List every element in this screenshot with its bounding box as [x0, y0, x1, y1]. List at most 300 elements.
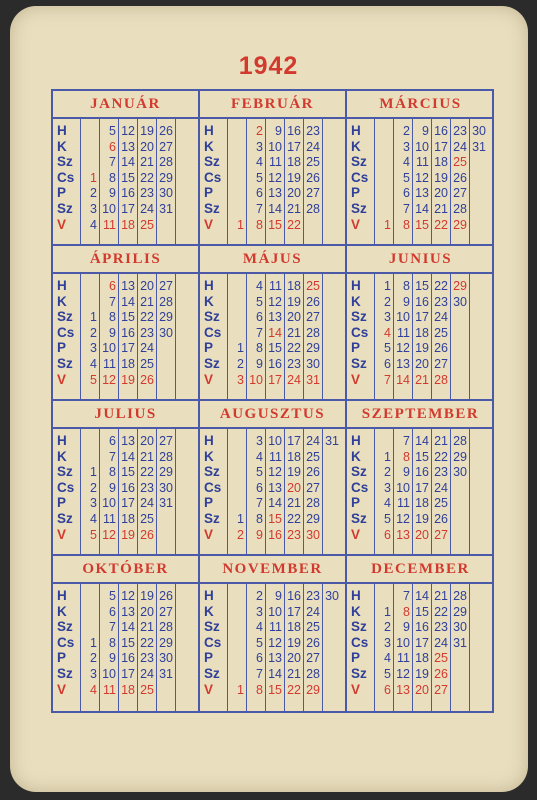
day-number: 6 [109, 434, 116, 448]
weekday-label: Sz [204, 464, 220, 480]
day-number: 25 [434, 651, 448, 666]
month-days [53, 429, 198, 556]
column-divider [450, 429, 451, 556]
day-number: 20 [415, 682, 429, 697]
day-number: 21 [287, 325, 301, 340]
day-number: 17 [121, 496, 135, 511]
weekday-label: K [57, 603, 67, 619]
day-number: 11 [103, 682, 116, 697]
day-number: 31 [159, 667, 173, 681]
day-number: 5 [384, 341, 391, 356]
day-number: 27 [306, 480, 320, 495]
day-number: 22 [287, 512, 301, 526]
day-number: 16 [268, 527, 282, 542]
day-number: 23 [434, 465, 448, 480]
weekday-label: Sz [351, 619, 367, 635]
day-number: 20 [415, 357, 429, 371]
day-number: 5 [256, 635, 263, 650]
day-number: 5 [109, 124, 116, 138]
day-number: 10 [396, 310, 410, 325]
day-number: 18 [121, 512, 135, 526]
day-number: 31 [159, 202, 173, 216]
day-number: 7 [256, 496, 263, 511]
day-number: 23 [453, 124, 467, 138]
day-number: 11 [397, 325, 410, 340]
day-number: 22 [434, 279, 448, 293]
day-number: 22 [434, 604, 448, 619]
day-number: 21 [140, 155, 154, 170]
day-number: 16 [121, 325, 135, 340]
day-number: 27 [306, 186, 320, 201]
column-divider [322, 429, 323, 556]
day-number: 21 [415, 372, 429, 387]
day-number: 17 [121, 667, 135, 681]
weekday-label: P [351, 495, 361, 511]
day-number: 7 [109, 449, 116, 464]
day-number: 23 [434, 294, 448, 309]
weekday-label: H [57, 278, 67, 293]
day-number: 7 [109, 294, 116, 309]
day-number: 10 [249, 372, 263, 387]
weekday-label: K [57, 448, 67, 464]
month-name: DECEMBER [347, 556, 494, 584]
day-number: 3 [90, 202, 97, 216]
day-number: 9 [275, 589, 282, 603]
day-number: 11 [397, 496, 410, 511]
day-number: 19 [415, 512, 429, 526]
weekday-label: Sz [351, 356, 367, 371]
day-number: 13 [396, 357, 410, 371]
weekday-label: P [351, 340, 361, 356]
weekday-label: Sz [57, 356, 73, 371]
day-number: 24 [287, 372, 301, 387]
day-number: 18 [415, 651, 429, 666]
weekday-label: H [57, 433, 67, 448]
day-number: 24 [306, 604, 320, 619]
day-number: 11 [397, 651, 410, 666]
day-number: 28 [306, 667, 320, 681]
weekday-label: H [351, 123, 361, 138]
day-number: 13 [121, 604, 135, 619]
weekday-label: Sz [57, 154, 73, 170]
day-number: 10 [268, 139, 282, 154]
day-number: 2 [90, 186, 97, 201]
day-number: 2 [237, 357, 244, 371]
day-number: 20 [140, 139, 154, 154]
day-number: 9 [403, 294, 410, 309]
day-number: 28 [159, 449, 173, 464]
day-number: 9 [256, 357, 263, 371]
months-grid [51, 89, 494, 713]
month-days [200, 584, 345, 711]
day-number: 14 [396, 372, 410, 387]
day-number: 18 [434, 155, 448, 170]
day-number: 30 [159, 480, 173, 495]
weekday-label: H [57, 123, 67, 138]
day-number: 25 [306, 155, 320, 170]
day-number: 15 [121, 465, 135, 480]
day-number: 18 [121, 682, 135, 697]
weekday-label: K [57, 138, 67, 154]
weekday-label: K [351, 138, 361, 154]
day-number: 1 [90, 465, 97, 480]
day-number: 23 [140, 325, 154, 340]
day-number: 20 [140, 434, 154, 448]
day-number: 12 [121, 124, 135, 138]
day-number: 14 [121, 294, 135, 309]
weekday-label: V [351, 526, 361, 542]
day-number: 2 [403, 124, 410, 138]
day-number: 1 [237, 341, 244, 356]
month-julius [53, 401, 200, 556]
day-number: 7 [109, 620, 116, 635]
day-number: 3 [384, 480, 391, 495]
weekday-label: Sz [57, 619, 73, 635]
day-number: 17 [415, 480, 429, 495]
day-number: 8 [256, 512, 263, 526]
day-number: 12 [102, 372, 116, 387]
day-number: 19 [415, 341, 429, 356]
day-number: 28 [306, 325, 320, 340]
weekday-label: Cs [57, 324, 75, 340]
day-number: 6 [256, 480, 263, 495]
column-divider [469, 119, 470, 246]
weekday-label: V [351, 216, 361, 232]
month-name: MÁJUS [200, 246, 345, 274]
day-number: 27 [159, 139, 173, 154]
day-number: 12 [268, 294, 282, 309]
day-number: 17 [268, 372, 282, 387]
day-number: 17 [121, 202, 135, 216]
weekday-label: V [57, 371, 67, 387]
day-number: 14 [415, 434, 429, 448]
weekday-label: H [204, 433, 214, 448]
day-number: 13 [121, 434, 135, 448]
day-number: 13 [415, 186, 429, 201]
month-days [53, 274, 198, 401]
day-number: 19 [121, 527, 135, 542]
day-number: 2 [237, 527, 244, 542]
day-number: 27 [159, 604, 173, 619]
day-number: 13 [121, 279, 135, 293]
day-number: 4 [256, 155, 263, 170]
weekday-label: Sz [351, 309, 367, 325]
weekday-label: K [204, 293, 214, 309]
day-number: 10 [415, 139, 429, 154]
day-number: 31 [306, 372, 320, 387]
day-number: 14 [415, 202, 429, 216]
weekday-label: V [204, 681, 214, 697]
day-number: 2 [90, 480, 97, 495]
day-number: 4 [90, 682, 97, 697]
weekday-label: H [351, 278, 361, 293]
day-number: 29 [306, 341, 320, 356]
weekday-label: Sz [57, 666, 73, 681]
day-number: 25 [140, 357, 154, 371]
day-number: 9 [275, 124, 282, 138]
day-number: 24 [434, 310, 448, 325]
day-number: 25 [453, 155, 467, 170]
weekday-label: Sz [204, 666, 220, 681]
day-number: 28 [159, 155, 173, 170]
day-number: 24 [453, 139, 467, 154]
day-number: 29 [306, 512, 320, 526]
day-number: 26 [306, 635, 320, 650]
day-number: 27 [434, 682, 448, 697]
day-number: 10 [396, 480, 410, 495]
day-number: 26 [434, 667, 448, 681]
day-number: 5 [90, 372, 97, 387]
weekday-label: Sz [57, 309, 73, 325]
day-number: 21 [287, 496, 301, 511]
day-number: 24 [434, 635, 448, 650]
day-number: 30 [306, 357, 320, 371]
day-number: 29 [159, 635, 173, 650]
day-number: 16 [287, 124, 301, 138]
day-number: 14 [268, 496, 282, 511]
day-number: 13 [121, 139, 135, 154]
day-number: 2 [90, 651, 97, 666]
weekday-label: Cs [57, 634, 75, 650]
day-number: 19 [287, 635, 301, 650]
day-number: 21 [434, 202, 448, 216]
day-number: 14 [268, 202, 282, 216]
column-divider [175, 429, 176, 556]
day-number: 14 [121, 449, 135, 464]
weekday-label: P [204, 650, 214, 666]
day-number: 5 [90, 527, 97, 542]
day-number: 28 [159, 620, 173, 635]
day-number: 20 [287, 186, 301, 201]
day-number: 14 [121, 155, 135, 170]
day-number: 30 [306, 527, 320, 542]
day-number: 24 [140, 667, 154, 681]
day-number: 15 [268, 217, 282, 232]
day-number: 6 [256, 186, 263, 201]
month-days [200, 429, 345, 556]
day-number: 1 [237, 512, 244, 526]
day-number: 20 [287, 480, 301, 495]
day-number: 21 [434, 434, 448, 448]
day-number: 5 [109, 589, 116, 603]
day-number: 7 [403, 202, 410, 216]
day-number: 14 [415, 589, 429, 603]
day-number: 20 [140, 604, 154, 619]
day-number: 19 [415, 667, 429, 681]
day-number: 12 [268, 170, 282, 185]
day-number: 23 [140, 186, 154, 201]
day-number: 15 [268, 682, 282, 697]
day-number: 2 [256, 124, 263, 138]
weekday-label: Sz [351, 666, 367, 681]
day-number: 31 [159, 496, 173, 511]
day-number: 31 [325, 434, 339, 448]
weekday-label: K [351, 603, 361, 619]
day-number: 9 [422, 124, 429, 138]
day-number: 25 [140, 217, 154, 232]
day-number: 7 [256, 325, 263, 340]
month-days [53, 119, 198, 246]
day-number: 18 [121, 217, 135, 232]
day-number: 5 [256, 294, 263, 309]
day-number: 4 [90, 217, 97, 232]
month-január [53, 91, 200, 246]
day-number: 12 [396, 341, 410, 356]
day-number: 25 [434, 496, 448, 511]
day-number: 7 [384, 372, 391, 387]
weekday-label: P [204, 185, 214, 201]
day-number: 19 [287, 170, 301, 185]
day-number: 16 [415, 294, 429, 309]
day-number: 1 [384, 279, 391, 293]
day-number: 1 [237, 682, 244, 697]
day-number: 10 [102, 202, 116, 216]
day-number: 7 [403, 589, 410, 603]
day-number: 15 [268, 512, 282, 526]
day-number: 4 [384, 325, 391, 340]
year-title: 1942 [238, 52, 299, 80]
day-number: 12 [268, 635, 282, 650]
day-number: 17 [434, 139, 448, 154]
day-number: 11 [103, 357, 116, 371]
day-number: 29 [159, 310, 173, 325]
month-name: JULIUS [53, 401, 198, 429]
weekday-label: K [204, 138, 214, 154]
weekday-label: K [204, 448, 214, 464]
day-number: 19 [121, 372, 135, 387]
day-number: 23 [140, 480, 154, 495]
day-number: 29 [159, 170, 173, 185]
day-number: 6 [109, 279, 116, 293]
day-number: 17 [415, 635, 429, 650]
day-number: 24 [140, 341, 154, 356]
day-number: 6 [109, 139, 116, 154]
weekday-label: H [204, 278, 214, 293]
day-number: 2 [384, 294, 391, 309]
day-number: 22 [287, 341, 301, 356]
day-number: 16 [415, 620, 429, 635]
day-number: 25 [140, 512, 154, 526]
day-number: 24 [306, 139, 320, 154]
month-days [347, 429, 494, 556]
day-number: 30 [453, 465, 467, 480]
month-április [53, 246, 200, 401]
day-number: 17 [415, 310, 429, 325]
day-number: 29 [159, 465, 173, 480]
month-name: NOVEMBER [200, 556, 345, 584]
day-number: 26 [434, 341, 448, 356]
day-number: 5 [256, 465, 263, 480]
day-number: 18 [415, 496, 429, 511]
column-divider [450, 274, 451, 401]
day-number: 15 [121, 310, 135, 325]
day-number: 6 [256, 310, 263, 325]
weekday-label: K [204, 603, 214, 619]
day-number: 18 [287, 449, 301, 464]
day-number: 21 [140, 449, 154, 464]
day-number: 21 [287, 667, 301, 681]
day-number: 15 [121, 170, 135, 185]
weekday-label: K [351, 448, 361, 464]
day-number: 21 [140, 620, 154, 635]
day-number: 30 [159, 325, 173, 340]
column-divider [322, 584, 323, 711]
weekday-label: P [204, 340, 214, 356]
weekday-label: Cs [351, 634, 369, 650]
day-number: 2 [256, 589, 263, 603]
day-number: 29 [453, 449, 467, 464]
month-november [200, 556, 347, 711]
day-number: 16 [121, 651, 135, 666]
day-number: 6 [403, 186, 410, 201]
day-number: 28 [453, 434, 467, 448]
day-number: 8 [256, 217, 263, 232]
day-number: 20 [287, 310, 301, 325]
day-number: 13 [268, 651, 282, 666]
day-number: 30 [453, 294, 467, 309]
weekday-label: H [57, 588, 67, 603]
day-number: 21 [434, 589, 448, 603]
month-days [347, 584, 494, 711]
weekday-label: Cs [351, 324, 369, 340]
day-number: 20 [140, 279, 154, 293]
day-number: 5 [256, 170, 263, 185]
day-number: 8 [109, 465, 116, 480]
day-number: 10 [268, 604, 282, 619]
day-number: 8 [256, 341, 263, 356]
weekday-label: Sz [57, 511, 73, 526]
day-number: 22 [140, 170, 154, 185]
day-number: 27 [306, 651, 320, 666]
day-number: 6 [109, 604, 116, 619]
weekday-label: Cs [351, 479, 369, 495]
day-number: 15 [121, 635, 135, 650]
day-number: 16 [434, 124, 448, 138]
weekday-label: V [57, 526, 67, 542]
day-number: 3 [384, 635, 391, 650]
day-number: 24 [140, 202, 154, 216]
day-number: 29 [453, 279, 467, 293]
day-number: 28 [453, 589, 467, 603]
day-number: 22 [434, 217, 448, 232]
day-number: 4 [403, 155, 410, 170]
day-number: 3 [256, 434, 263, 448]
day-number: 10 [102, 496, 116, 511]
weekday-label: Sz [351, 511, 367, 526]
day-number: 15 [415, 217, 429, 232]
day-number: 11 [103, 512, 116, 526]
day-number: 8 [403, 217, 410, 232]
day-number: 2 [90, 325, 97, 340]
month-december [347, 556, 494, 711]
day-number: 22 [434, 449, 448, 464]
day-number: 29 [453, 217, 467, 232]
day-number: 30 [159, 651, 173, 666]
day-number: 9 [109, 651, 116, 666]
day-number: 14 [268, 325, 282, 340]
day-number: 15 [268, 341, 282, 356]
day-number: 19 [434, 170, 448, 185]
day-number: 18 [415, 325, 429, 340]
day-number: 8 [403, 449, 410, 464]
day-number: 18 [287, 620, 301, 635]
column-divider [469, 584, 470, 711]
day-number: 13 [396, 682, 410, 697]
day-number: 27 [306, 310, 320, 325]
day-number: 2 [384, 465, 391, 480]
month-name: MÁRCIUS [347, 91, 494, 119]
weekday-label: H [204, 588, 214, 603]
